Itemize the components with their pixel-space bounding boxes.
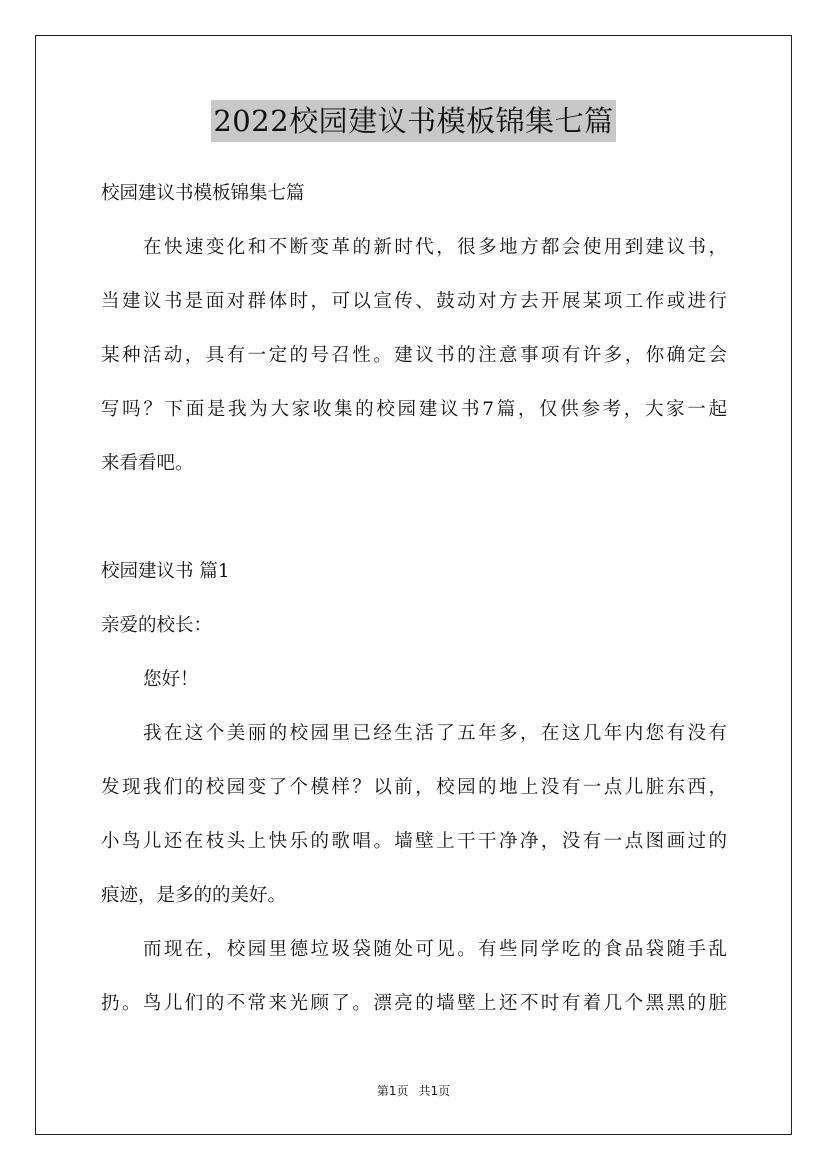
paragraph1-line-1: 我在这个美丽的校园里已经生活了五年多，在这几年内您有没有 [143,723,727,744]
salutation: 亲爱的校长： [101,615,213,636]
intro-line-5: 来看看吧。 [101,453,194,474]
title-container [0,100,827,142]
section-heading: 校园建议书 篇1 [101,561,230,582]
paragraph1-line-3: 小鸟儿还在枝头上快乐的歌唱。墙壁上干干净净，没有一点图画过的 [101,831,727,852]
paragraph2-line-2: 扔。鸟儿们的不常来光顾了。漂亮的墙壁上还不时有着几个黑黑的脏 [101,993,727,1014]
intro-line-4: 写吗？下面是我为大家收集的校园建议书7篇，仅供参考，大家一起 [101,399,727,420]
intro-line-1: 在快速变化和不断变革的新时代，很多地方都会使用到建议书， [143,237,727,258]
paragraph1-line-2: 发现我们的校园变了个模样？以前，校园的地上没有一点儿脏东西， [101,777,727,798]
document-subtitle: 校园建议书模板锦集七篇 [101,183,305,204]
paragraph2-line-1: 而现在，校园里德垃圾袋随处可见。有些同学吃的食品袋随手乱 [143,939,727,960]
page-footer [0,1083,827,1099]
intro-line-2: 当建议书是面对群体时，可以宣传、鼓动对方去开展某项工作或进行 [101,291,727,312]
intro-line-3: 某种活动，具有一定的号召性。建议书的注意事项有许多，你确定会 [101,345,727,366]
greeting: 您好！ [143,669,199,690]
footer-page-number: 第1页 [376,1084,409,1098]
footer-total-pages: 共1页 [418,1084,451,1098]
paragraph1-line-4: 痕迹，是多的的美好。 [101,885,287,906]
document-title: 2022校园建议书模板锦集七篇 [211,100,615,142]
